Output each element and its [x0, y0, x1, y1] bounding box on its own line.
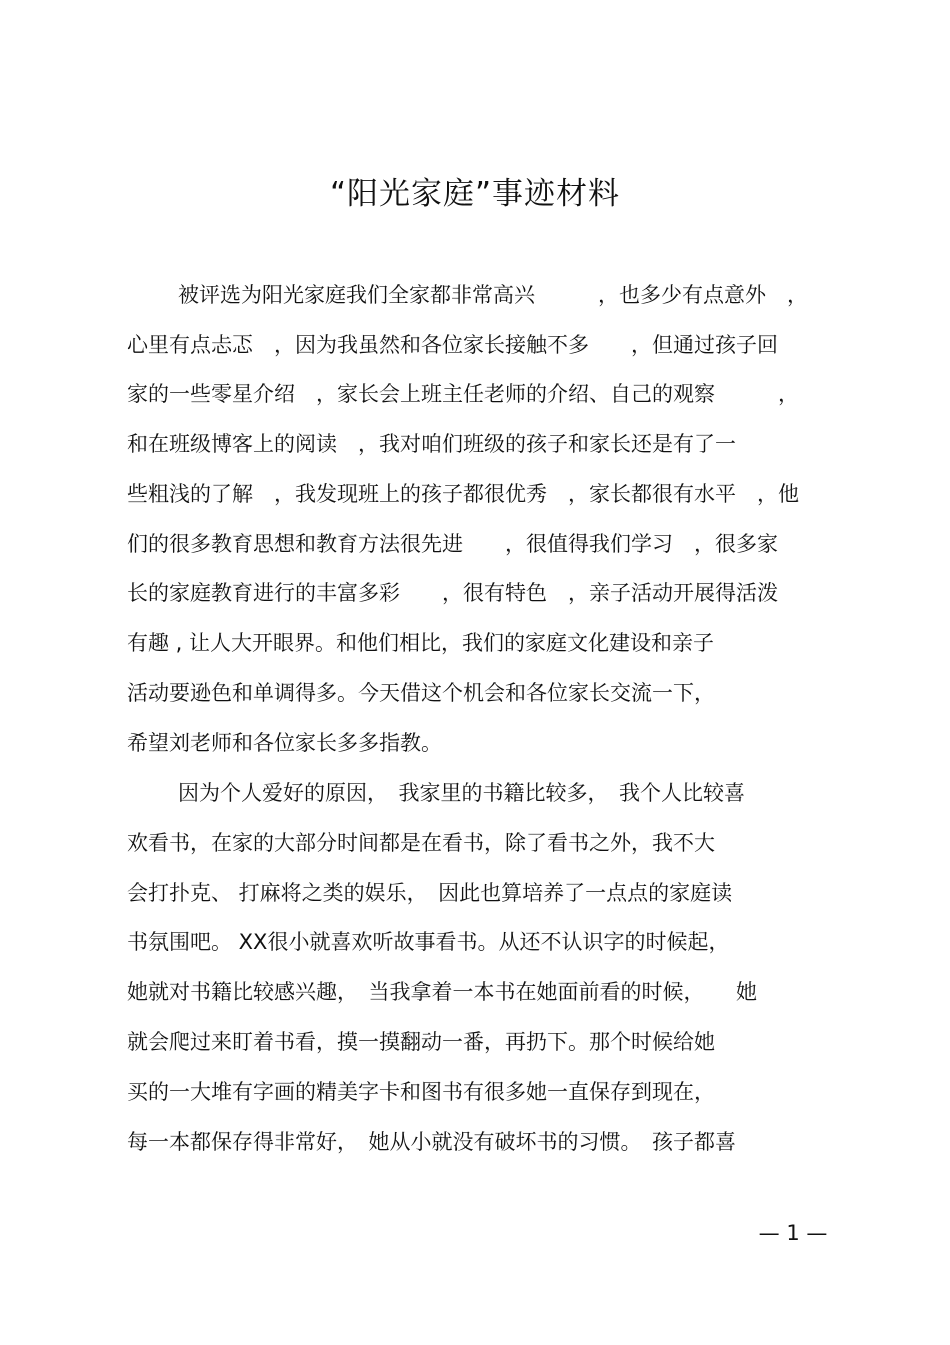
paragraph-2-line-1: 因为个人爱好的原因， 我家里的书籍比较多， 我个人比较喜: [178, 781, 745, 805]
paragraph-1-line-8: 有趣 , 让人大开眼界。和他们相比，我们的家庭文化建设和亲子: [127, 631, 715, 655]
paragraph-1-line-4: 和在班级博客上的阅读 ，我对咱们班级的孩子和家长还是有了一: [127, 432, 736, 456]
paragraph-1-line-7: 长的家庭教育进行的丰富多彩 ，很有特色 ，亲子活动开展得活泼: [127, 581, 778, 605]
paragraph-2-line-7: 买的一大堆有字画的精美字卡和图书有很多她一直保存到现在，: [127, 1080, 715, 1104]
paragraph-1-line-3: 家的一些零星介绍 ，家长会上班主任老师的介绍、自己的观察 ，: [127, 382, 799, 406]
paragraph-2-line-5: 她就对书籍比较感兴趣， 当我拿着一本书在她面前看的时候， 她: [127, 980, 757, 1004]
paragraph-1-line-1: 被评选为阳光家庭我们全家都非常高兴 ，也多少有点意外 ，: [178, 283, 808, 307]
paragraph-1-line-5: 些粗浅的了解 ，我发现班上的孩子都很优秀 ，家长都很有水平 ，他: [127, 482, 799, 506]
paragraph-1-line-6: 们的很多教育思想和教育方法很先进 ，很值得我们学习 ，很多家: [127, 532, 778, 556]
paragraph-1-line-10: 希望刘老师和各位家长多多指教。: [127, 731, 442, 755]
paragraph-2-line-8: 每一本都保存得非常好， 她从小就没有破坏书的习惯。 孩子都喜: [127, 1130, 736, 1154]
paragraph-2-line-2: 欢看书，在家的大部分时间都是在看书，除了看书之外，我不大: [127, 831, 715, 855]
paragraph-1-line-2: 心里有点忐忑 ，因为我虽然和各位家长接触不多 ，但通过孩子回: [127, 333, 778, 357]
page-number: — 1 —: [758, 1221, 828, 1245]
paragraph-1-line-9: 活动要逊色和单调得多。今天借这个机会和各位家长交流一下，: [127, 681, 715, 705]
paragraph-2-line-4: 书氛围吧。 XX很小就喜欢听故事看书。从还不认识字的时候起，: [127, 930, 730, 954]
document-title: “阳光家庭”事迹材料: [329, 176, 621, 212]
paragraph-2-line-6: 就会爬过来盯着书看，摸一摸翻动一番，再扔下。那个时候给她: [127, 1030, 715, 1054]
paragraph-2-line-3: 会打扑克、 打麻将之类的娱乐， 因此也算培养了一点点的家庭读: [127, 881, 733, 905]
